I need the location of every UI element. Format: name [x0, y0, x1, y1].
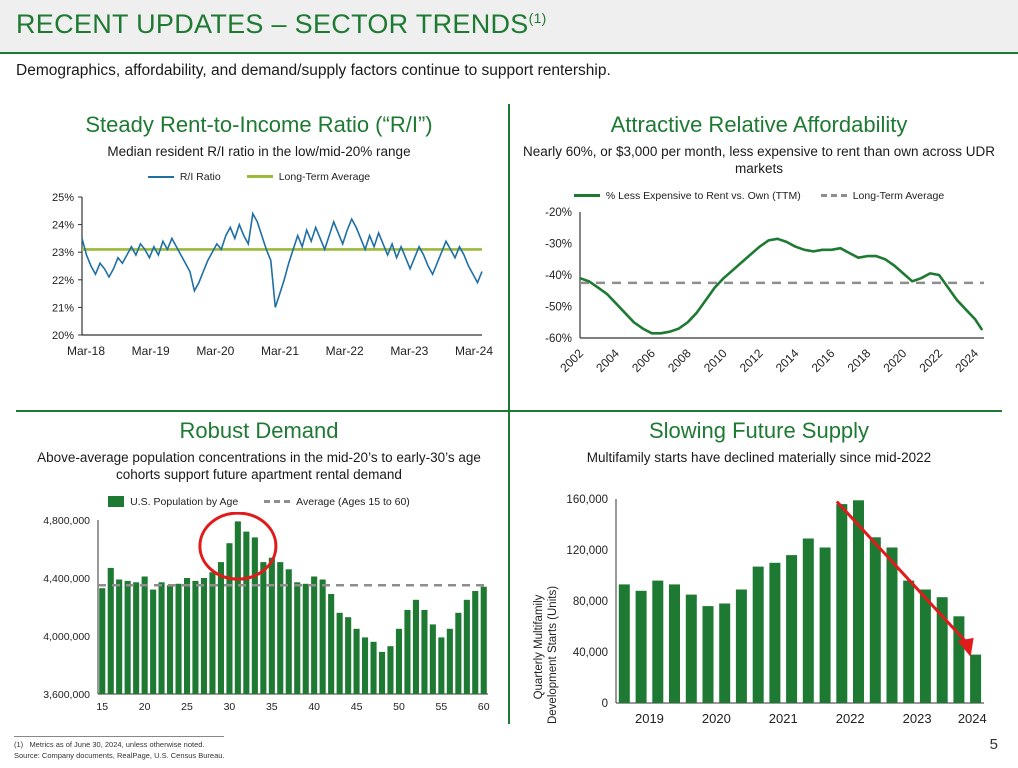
quadrant-vertical-divider	[508, 104, 510, 724]
axis-tick-label: 2016	[808, 345, 838, 375]
page-title-text: RECENT UPDATES – SECTOR TRENDS	[16, 9, 529, 39]
bar	[345, 617, 351, 694]
axis-tick-label: 2022	[916, 345, 946, 375]
axis-tick-label: 4,800,000	[43, 514, 90, 527]
q3-subtitle: Above-average population concentrations in the mid-20’s to early-30’s age cohorts support future apartment rental demand	[37, 450, 481, 482]
axis-tick-label: 2010	[700, 345, 730, 375]
bar	[337, 613, 343, 694]
legend-item-us-population-by-age	[108, 496, 238, 508]
bar	[320, 579, 326, 694]
axis-tick-label: -50%	[545, 301, 572, 314]
axis-tick-label: 20%	[51, 329, 74, 342]
axis-tick-label: 23%	[51, 247, 74, 260]
y-axis-title-line2: Development Starts (Units)	[547, 585, 559, 724]
axis-tick-label: 40,000	[572, 646, 608, 659]
quadrant-relative-affordability	[516, 112, 1002, 394]
axis-tick-label: 2024	[957, 710, 987, 726]
q1-legend	[16, 171, 502, 183]
bar	[836, 504, 847, 703]
bar	[396, 629, 402, 694]
q1-subtitle: Median resident R/I ratio in the low/mid-20% range	[107, 144, 411, 159]
axis-tick-label: 24%	[51, 219, 74, 232]
axis-tick-label: -20%	[545, 206, 572, 219]
bar	[703, 606, 714, 703]
legend-item-long-term-average	[247, 171, 370, 183]
axis-tick-label: 80,000	[572, 595, 608, 608]
legend-item-average-ages	[264, 496, 410, 508]
footnote-rule	[14, 736, 224, 737]
bar-swatch-icon	[108, 496, 124, 507]
axis-tick-label: 2002	[557, 345, 587, 375]
axis-tick-label: 3,600,000	[43, 688, 90, 701]
bar	[619, 584, 630, 703]
bar	[116, 579, 122, 694]
bar	[209, 572, 215, 694]
bar	[421, 610, 427, 694]
population-by-age-chart	[20, 512, 498, 720]
bar	[277, 562, 283, 694]
bar	[636, 591, 647, 703]
axis-tick-label: 4,400,000	[43, 572, 90, 585]
bar	[260, 562, 266, 694]
axis-tick-label: Mar-19	[131, 343, 170, 358]
q4-title: Slowing Future Supply	[648, 418, 870, 443]
bar	[753, 566, 764, 702]
axis-tick-label: -30%	[545, 238, 572, 251]
quadrant-horizontal-divider	[16, 410, 1002, 412]
axis-tick-label: Mar-23	[390, 343, 429, 358]
quadrant-slowing-future-supply	[516, 418, 1002, 737]
axis-tick-label: 35	[265, 700, 278, 713]
axis-tick-label: 0	[601, 697, 608, 710]
axis-tick-label: -60%	[545, 332, 572, 345]
legend-label: U.S. Population by Age	[130, 495, 239, 508]
bar	[371, 642, 377, 694]
axis-tick-label: 21%	[51, 302, 74, 315]
relative-affordability-chart	[524, 204, 994, 394]
axis-tick-label: 60	[477, 700, 490, 713]
bar	[404, 610, 410, 694]
bar	[481, 586, 487, 693]
bar	[125, 581, 131, 694]
line-swatch-icon	[574, 194, 600, 197]
bar	[438, 637, 444, 694]
axis-tick-label: 2019	[634, 710, 664, 726]
multifamily-starts-chart	[520, 489, 998, 737]
axis-tick-label: 55	[435, 700, 448, 713]
page-number: 5	[989, 736, 998, 753]
legend-label: Long-Term Average	[852, 189, 945, 202]
axis-tick-label: 2020	[880, 345, 910, 375]
axis-tick-label: 25	[181, 700, 193, 713]
legend-item-less-expensive-to-rent	[574, 190, 801, 202]
axis-tick-label: 2020	[701, 710, 731, 726]
line-swatch-icon	[148, 176, 174, 178]
bar	[652, 580, 663, 702]
bar	[870, 537, 881, 703]
legend-label: R/I Ratio	[179, 170, 221, 183]
q4-subtitle: Multifamily starts have declined materially since mid-2022	[586, 450, 932, 465]
bar	[99, 588, 105, 694]
axis-tick-label: Mar-18	[66, 343, 106, 358]
bar	[311, 576, 317, 694]
bar	[686, 594, 697, 702]
axis-tick-label: 15	[96, 700, 109, 713]
footnote-source: Source: Company documents, RealPage, U.S. Census Bureau.	[14, 750, 225, 760]
q3-title: Robust Demand	[179, 418, 339, 443]
bar	[108, 568, 114, 694]
line-swatch-icon	[247, 175, 273, 178]
axis-tick-label: 2018	[844, 345, 874, 375]
q2-chart	[524, 204, 994, 394]
bar	[413, 600, 419, 694]
axis-tick-label: 2006	[629, 345, 658, 375]
q1-chart	[24, 189, 494, 367]
axis-tick-label: 2024	[952, 345, 982, 375]
axis-tick-label: 2004	[593, 345, 623, 375]
bar	[472, 591, 478, 694]
bar	[669, 584, 680, 703]
footnote-marker: (1)	[14, 740, 24, 749]
legend-label: Long-Term Average	[278, 170, 371, 183]
axis-tick-label: 2012	[736, 345, 766, 375]
dashed-line-swatch-icon	[821, 194, 847, 197]
page-title	[16, 9, 547, 40]
bar	[803, 538, 814, 703]
q1-title: Steady Rent-to-Income Ratio (“R/I”)	[85, 112, 433, 137]
bar	[226, 543, 232, 694]
axis-tick-label: 160,000	[566, 493, 608, 506]
bar	[235, 521, 241, 694]
quadrant-rent-to-income	[16, 112, 502, 367]
axis-tick-label: 2023	[902, 710, 932, 726]
dashed-line-swatch-icon	[264, 500, 290, 503]
footnote	[14, 740, 225, 762]
bar	[903, 580, 914, 702]
axis-tick-label: Mar-22	[325, 343, 364, 358]
axis-tick-label: 2008	[665, 345, 694, 375]
bar	[455, 613, 461, 694]
bar	[736, 589, 747, 703]
q3-legend	[16, 496, 502, 508]
slide-subtitle: Demographics, affordability, and demand/supply factors continue to support rentership.	[16, 62, 611, 79]
q3-chart	[20, 512, 498, 720]
axis-tick-label: 22%	[51, 274, 74, 287]
bar	[269, 557, 275, 693]
bar	[887, 547, 898, 703]
axis-tick-label: 2022	[835, 710, 865, 726]
bar	[447, 629, 453, 694]
legend-item-long-term-average	[821, 190, 944, 202]
axis-tick-label: 20	[138, 700, 151, 713]
axis-tick-label: 40	[308, 700, 321, 713]
bar	[786, 555, 797, 703]
bar	[719, 603, 730, 703]
q2-legend	[516, 190, 1002, 202]
bar	[354, 629, 360, 694]
axis-tick-label: Mar-21	[260, 343, 300, 358]
axis-tick-label: 120,000	[566, 544, 608, 557]
bar	[150, 589, 156, 693]
axis-tick-label: 25%	[51, 191, 74, 204]
bar	[294, 582, 300, 694]
bar	[920, 589, 931, 703]
legend-item-ri-ratio	[148, 171, 221, 183]
rent-to-income-chart	[24, 189, 494, 367]
axis-tick-label: 2014	[772, 345, 802, 375]
y-axis-title: Quarterly Multifamily	[533, 594, 545, 700]
bar	[133, 582, 139, 694]
axis-tick-label: -40%	[545, 269, 572, 282]
bar	[303, 584, 309, 694]
axis-tick-label: 2021	[768, 710, 798, 726]
header-divider	[0, 52, 1018, 54]
axis-tick-label: 45	[350, 700, 363, 713]
bar	[464, 600, 470, 694]
bar	[218, 562, 224, 694]
axis-tick-label: 30	[223, 700, 236, 713]
bar	[176, 584, 182, 694]
bar	[192, 581, 198, 694]
q2-title: Attractive Relative Affordability	[610, 112, 908, 137]
axis-tick-label: Mar-20	[196, 343, 235, 358]
quadrant-robust-demand	[16, 418, 502, 720]
bar	[252, 537, 258, 694]
q2-subtitle: Nearly 60%, or $3,000 per month, less expensive to rent than own across UDR markets	[523, 144, 995, 176]
bar	[142, 576, 148, 694]
page-title-footnote-marker: (1)	[528, 10, 547, 26]
bar	[387, 646, 393, 694]
bar	[820, 547, 831, 703]
bar	[286, 569, 292, 694]
bar	[201, 578, 207, 694]
axis-tick-label: 50	[393, 700, 405, 713]
legend-label: Average (Ages 15 to 60)	[296, 495, 410, 508]
bar	[362, 637, 368, 694]
axis-tick-label: Mar-24	[454, 343, 494, 358]
bar	[243, 531, 249, 693]
legend-label: % Less Expensive to Rent vs. Own (TTM)	[605, 189, 801, 202]
bar	[769, 563, 780, 703]
axis-tick-label: 4,000,000	[43, 630, 90, 643]
q4-chart	[520, 489, 998, 737]
bar	[167, 585, 173, 694]
bar	[430, 624, 436, 694]
footnote-text: Metrics as of June 30, 2024, unless otherwise noted.	[29, 740, 205, 749]
bar	[970, 654, 981, 702]
slide-header	[0, 0, 1018, 52]
bar	[328, 594, 334, 694]
bar	[379, 652, 385, 694]
bar	[184, 578, 190, 694]
bar	[159, 582, 165, 694]
